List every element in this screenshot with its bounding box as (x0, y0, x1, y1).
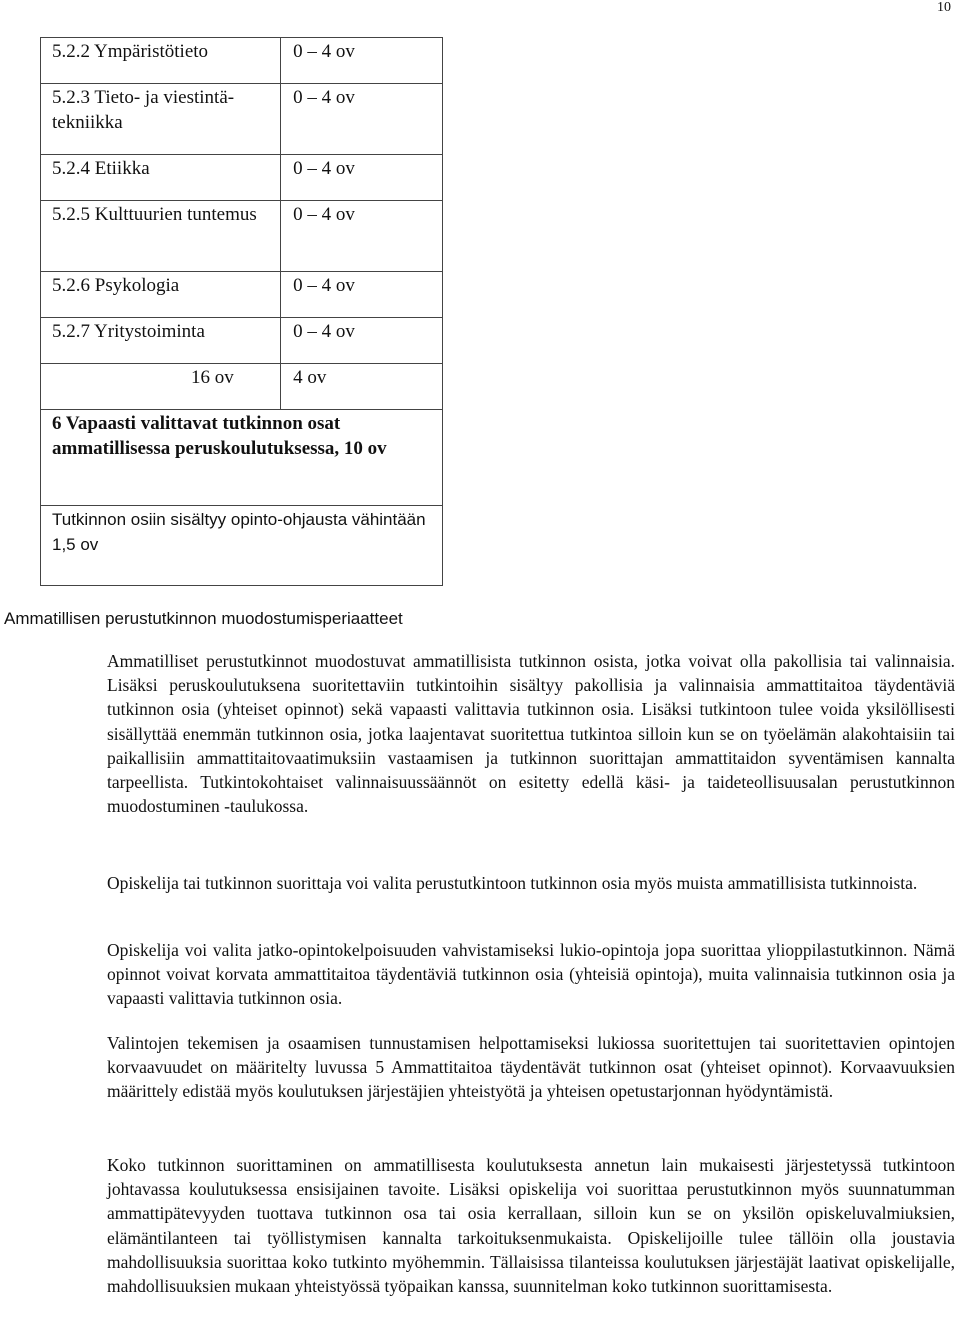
optional-section-row (41, 410, 443, 506)
page-number: 10 (937, 0, 951, 15)
note-row (41, 506, 443, 586)
course-name: 5.2.5 Kulttuurien tuntemus (41, 201, 281, 272)
course-name: 5.2.4 Etiikka (41, 155, 281, 201)
course-name: 5.2.2 Ympäristötieto (41, 38, 281, 84)
course-credits: 0 – 4 ov (281, 155, 443, 201)
course-credits: 0 – 4 ov (281, 272, 443, 318)
course-name: 5.2.6 Psykologia (41, 272, 281, 318)
optional-section-label: 6 Vapaasti valittavat tutkinnon osat ammatillisessa peruskoulutuksessa, 10 ov (41, 410, 443, 506)
paragraph: Ammatilliset perustutkinnot muodostuvat ammatillisista tutkinnon osista, jotka voivat olla pakollisia tai valinnaisia. Lisäksi peruskoulutuksena suoritettaviin tutkintoihin sisältyy pakollisia ja valinnaisia ammattitaitoa täydentäviä tutkinnon osia (yhteiset opinnot) sekä vapaasti valittavia tutkinnon osia. Lisäksi tutkintoon tulee voida yksilöllisesti sisällyttää enemmän tutkinnon osia, jotka laajentavat suoritettua tutkintoa silloin kun se on työelämän alakohtaisiin tai paikallisiin ammattitaitovaatimuksiin vastaamisen ja tutkinnon suorittajan ammattitaidon syventämisen kannalta tarpeellista. Tutkintokohtaiset valinnaisuussäännöt on esitetty edellä käsi- ja taideteollisuusalan perustutkinnon muodostuminen -taulukossa. (107, 651, 955, 817)
table-row (41, 318, 443, 364)
table-row (41, 38, 443, 84)
course-credits: 0 – 4 ov (281, 318, 443, 364)
course-credits: 0 – 4 ov (281, 38, 443, 84)
sum-row (41, 364, 443, 410)
paragraph: Valintojen tekemisen ja osaamisen tunnustamisen helpottamiseksi lukiossa suoritettujen tai suoritettavien opintojen korvaavuudet on määritelty luvussa 5 Ammattitaitoa täydentävät tutkinnon osat (yhteiset opinnot). Korvaavuuksien määrittely edistää myös koulutuksen järjestäjien yhteistyötä ja yhteisen opetustarjonnan hyödyntämistä. (107, 1033, 955, 1102)
course-name: 5.2.7 Yritystoiminta (41, 318, 281, 364)
paragraph: Koko tutkinnon suorittaminen on ammatillisesta koulutuksesta annetun lain mukaisesti järjestetyssä tutkintoon johtavassa koulutuksessa ensisijainen tavoite. Lisäksi opiskelija voi suorittaa perustutkinnon myös suunnatumman ammattipätevyyden tuottava tutkinnon osa tai osia kerrallaan, silloin kun se on yksilön opiskeluvalmiuksien, elämäntilanteen tai työllistymisen kannalta tarkoituksenmukaista. Opiskelijoille tulee tällöin olla joustavia mahdollisuuksia suorittaa koko tutkinto myöhemmin. Tällaisissa tilanteissa koulutuksen järjestäjät laativat opiskelijalle, mahdollisuuksien mukaan yhteistyössä työpaikan kanssa, suunnitelman koko tutkinnon suorittamisesta. (107, 1155, 955, 1297)
table-row (41, 155, 443, 201)
table-row (41, 272, 443, 318)
paragraph: Opiskelija voi valita jatko-opintokelpoisuuden vahvistamiseksi lukio-opintoja jopa suorittaa ylioppilastutkinnon. Nämä opinnot voivat korvata ammattitaitoa täydentäviä tutkinnon osia (yhteisiä opintoja), muita valinnaisia tutkinnon osia ja vapaasti valittavia tutkinnon osia. (107, 940, 955, 1009)
paragraph: Opiskelija tai tutkinnon suorittaja voi valita perustutkintoon tutkinnon osia myös muista ammatillisista tutkinnoista. (107, 873, 918, 893)
course-credits: 0 – 4 ov (281, 84, 443, 155)
section-heading: Ammatillisen perustutkinnon muodostumisperiaatteet (4, 609, 403, 628)
sum-total: 16 ov (41, 364, 281, 410)
guidance-note: Tutkinnon osiin sisältyy opinto-ohjausta vähintään 1,5 ov (41, 506, 443, 586)
table-row (41, 201, 443, 272)
sum-credits: 4 ov (281, 364, 443, 410)
course-credits: 0 – 4 ov (281, 201, 443, 272)
course-name: 5.2.3 Tieto- ja viestintä-tekniikka (41, 84, 281, 155)
course-table (40, 37, 443, 586)
table-row (41, 84, 443, 155)
